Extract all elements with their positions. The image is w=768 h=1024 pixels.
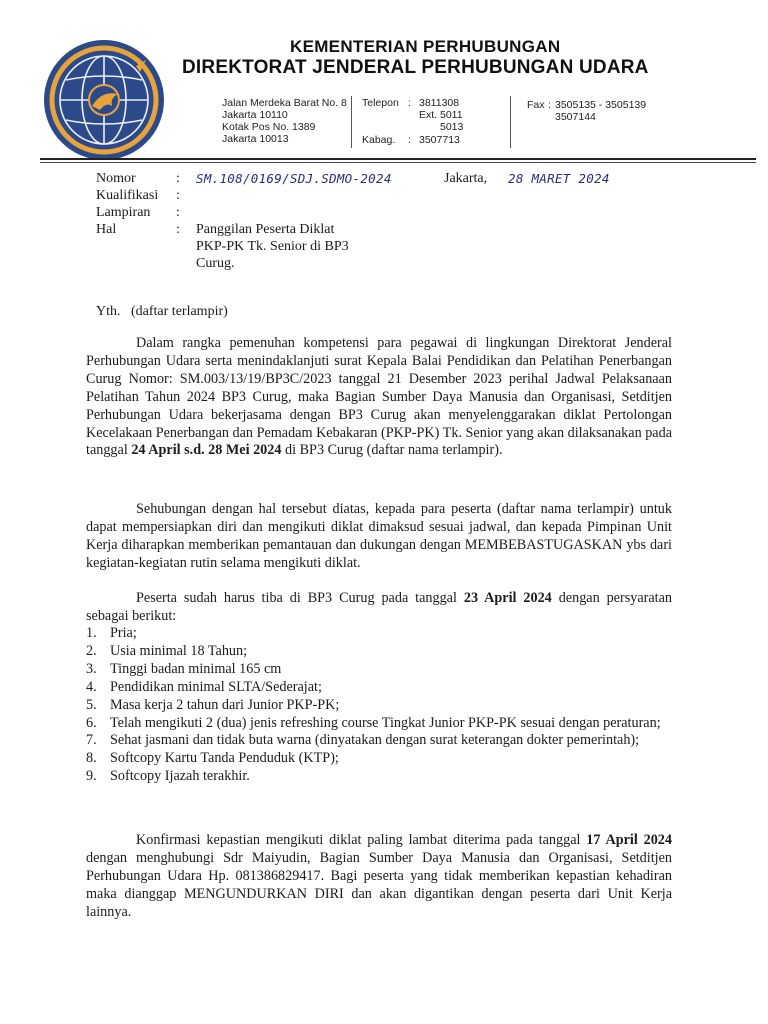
address-line: Jalan Merdeka Barat No. 8 bbox=[222, 97, 347, 109]
address-block bbox=[222, 97, 347, 145]
address-line: Jakarta 10110 bbox=[222, 109, 288, 121]
list-item: 8. Softcopy Kartu Tanda Penduduk (KTP); bbox=[86, 750, 339, 767]
paragraph-text: Konfirmasi kepastian mengikuti diklat paling lambat diterima pada tanggal bbox=[136, 832, 581, 848]
paragraph-text: dengan persyaratan sebagai berikut: bbox=[86, 590, 672, 624]
list-item: 2. Usia minimal 18 Tahun; bbox=[86, 642, 248, 659]
list-item: 5. Masa kerja 2 tahun dari Junior PKP-PK; bbox=[86, 696, 340, 713]
divider bbox=[351, 96, 352, 148]
nomor-label: Nomor bbox=[96, 171, 136, 186]
kabag-number: 3507713 bbox=[419, 134, 460, 146]
paragraph-1 bbox=[86, 335, 672, 460]
paragraph-text: Dalam rangka pemenuhan kompetensi para pegawai di lingkungan Direktorat Jenderal Perhubungan Udara serta menindaklanjuti surat Kepala Balai Pendidikan dan Pelatihan Penerbangan Curug Nomor: SM.003/13/19/BP3C/2023 tanggal 21 Desember 2023 perihal Jadwal Pelaksanaan Pelatihan Tahun 2024 BP3 Curug, maka Bagian Sumber Daya Manusia dan Organisasi, Setditjen Perhubungan Udara bekerjasama dengan BP3 Curug akan menyelenggarakan diklat Pertolongan Kecelakaan Penerbangan dan Pemadam Kebakaran (PKP-PK) Tk. Senior yang akan dilaksanakan pada tanggal bbox=[86, 335, 672, 459]
list-item: 4. Pendidikan minimal SLTA/Sederajat; bbox=[86, 678, 322, 695]
paragraph-text: Sehubungan dengan hal tersebut diatas, kepada para peserta (daftar nama terlampir) untuk dapat mempersiapkan diri dan mengikuti diklat dimaksud sesuai jadwal, dan kepada Pimpinan Unit Kerja diharapkan memberikan pemantauan dan dukungan dengan MEMBEBASTUGASKAN ybs dari kegiatan-kegiatan rutin selama mengikuti diklat. bbox=[86, 501, 672, 571]
colon: : bbox=[176, 222, 180, 237]
header-rule bbox=[40, 158, 756, 160]
confirmation-deadline: 17 April 2024 bbox=[586, 832, 672, 848]
ministry-logo bbox=[40, 36, 168, 164]
fax-number: 3505135 - 3505139 bbox=[555, 99, 647, 111]
telepon-ext: Ext. 5011 bbox=[419, 109, 463, 121]
hal-line: PKP-PK Tk. Senior di BP3 bbox=[196, 239, 349, 254]
list-item: 6. Telah mengikuti 2 (dua) jenis refreshing course Tingkat Junior PKP-PK sesuai dengan peraturan; bbox=[86, 714, 661, 731]
arrival-date: 23 April 2024 bbox=[463, 590, 552, 606]
paragraph-2 bbox=[86, 501, 672, 573]
salutation: Yth. (daftar terlampir) bbox=[96, 304, 228, 319]
paragraph-text: dengan menghubungi Sdr Maiyudin, Bagian Sumber Daya Manusia dan Organisasi, Setditjen Perhubungan Udara Hp. 081386829417. Bagi peserta yang tidak memberikan kepastian kehadiran maka dianggap MENGUNDURKAN DIRI dan akan digantikan dengan peserta dari Unit Kerja lainnya. bbox=[86, 849, 672, 920]
colon: : bbox=[408, 97, 411, 109]
hal-line: Curug. bbox=[196, 256, 235, 271]
nomor-value: SM.108/0169/SDJ.SDMO-2024 bbox=[196, 171, 392, 186]
list-item: 9. Softcopy Ijazah terakhir. bbox=[86, 768, 250, 785]
header-rule bbox=[40, 162, 756, 163]
list-item: 1. Pria; bbox=[86, 625, 137, 641]
colon: : bbox=[408, 134, 411, 146]
colon: : bbox=[176, 171, 180, 186]
letter-date: 28 MARET 2024 bbox=[508, 171, 610, 186]
kualifikasi-label: Kualifikasi bbox=[96, 188, 159, 203]
ministry-name: KEMENTERIAN PERHUBUNGAN bbox=[290, 37, 561, 56]
paragraph-4 bbox=[86, 832, 672, 922]
telepon-label: Telepon bbox=[362, 97, 399, 109]
hal-label: Hal bbox=[96, 222, 117, 237]
paragraph-text: di BP3 Curug (daftar nama terlampir). bbox=[285, 442, 503, 459]
kabag-label: Kabag. bbox=[362, 134, 396, 146]
lampiran-label: Lampiran bbox=[96, 205, 151, 220]
requirements-list bbox=[86, 625, 672, 786]
telepon-number: 3811308 bbox=[419, 97, 460, 109]
address-line: Jakarta 10013 bbox=[222, 133, 289, 145]
paragraph-text: Peserta sudah harus tiba di BP3 Curug pada tanggal bbox=[136, 590, 457, 606]
paragraph-3 bbox=[86, 590, 672, 626]
emblem-logo-icon bbox=[40, 36, 168, 164]
fax-number: 3507144 bbox=[555, 111, 596, 123]
colon: : bbox=[176, 188, 180, 203]
hal-line: Panggilan Peserta Diklat bbox=[196, 222, 335, 237]
city: Jakarta, bbox=[444, 171, 488, 186]
training-dates: 24 April s.d. 28 Mei 2024 bbox=[131, 442, 282, 459]
list-item: 7. Sehat jasmani dan tidak buta warna (dinyatakan dengan surat keterangan dokter pemerintah); bbox=[86, 732, 640, 749]
hal-value bbox=[196, 221, 349, 272]
divider bbox=[510, 96, 511, 148]
colon: : bbox=[176, 205, 180, 220]
list-item: 3. Tinggi badan minimal 165 cm bbox=[86, 660, 282, 677]
address-line: Kotak Pos No. 1389 bbox=[222, 121, 316, 133]
directorate-name: DIREKTORAT JENDERAL PERHUBUNGAN UDARA bbox=[182, 57, 649, 78]
fax-label: Fax bbox=[527, 99, 545, 111]
telepon-ext: 5013 bbox=[440, 121, 464, 133]
colon: : bbox=[548, 99, 551, 111]
